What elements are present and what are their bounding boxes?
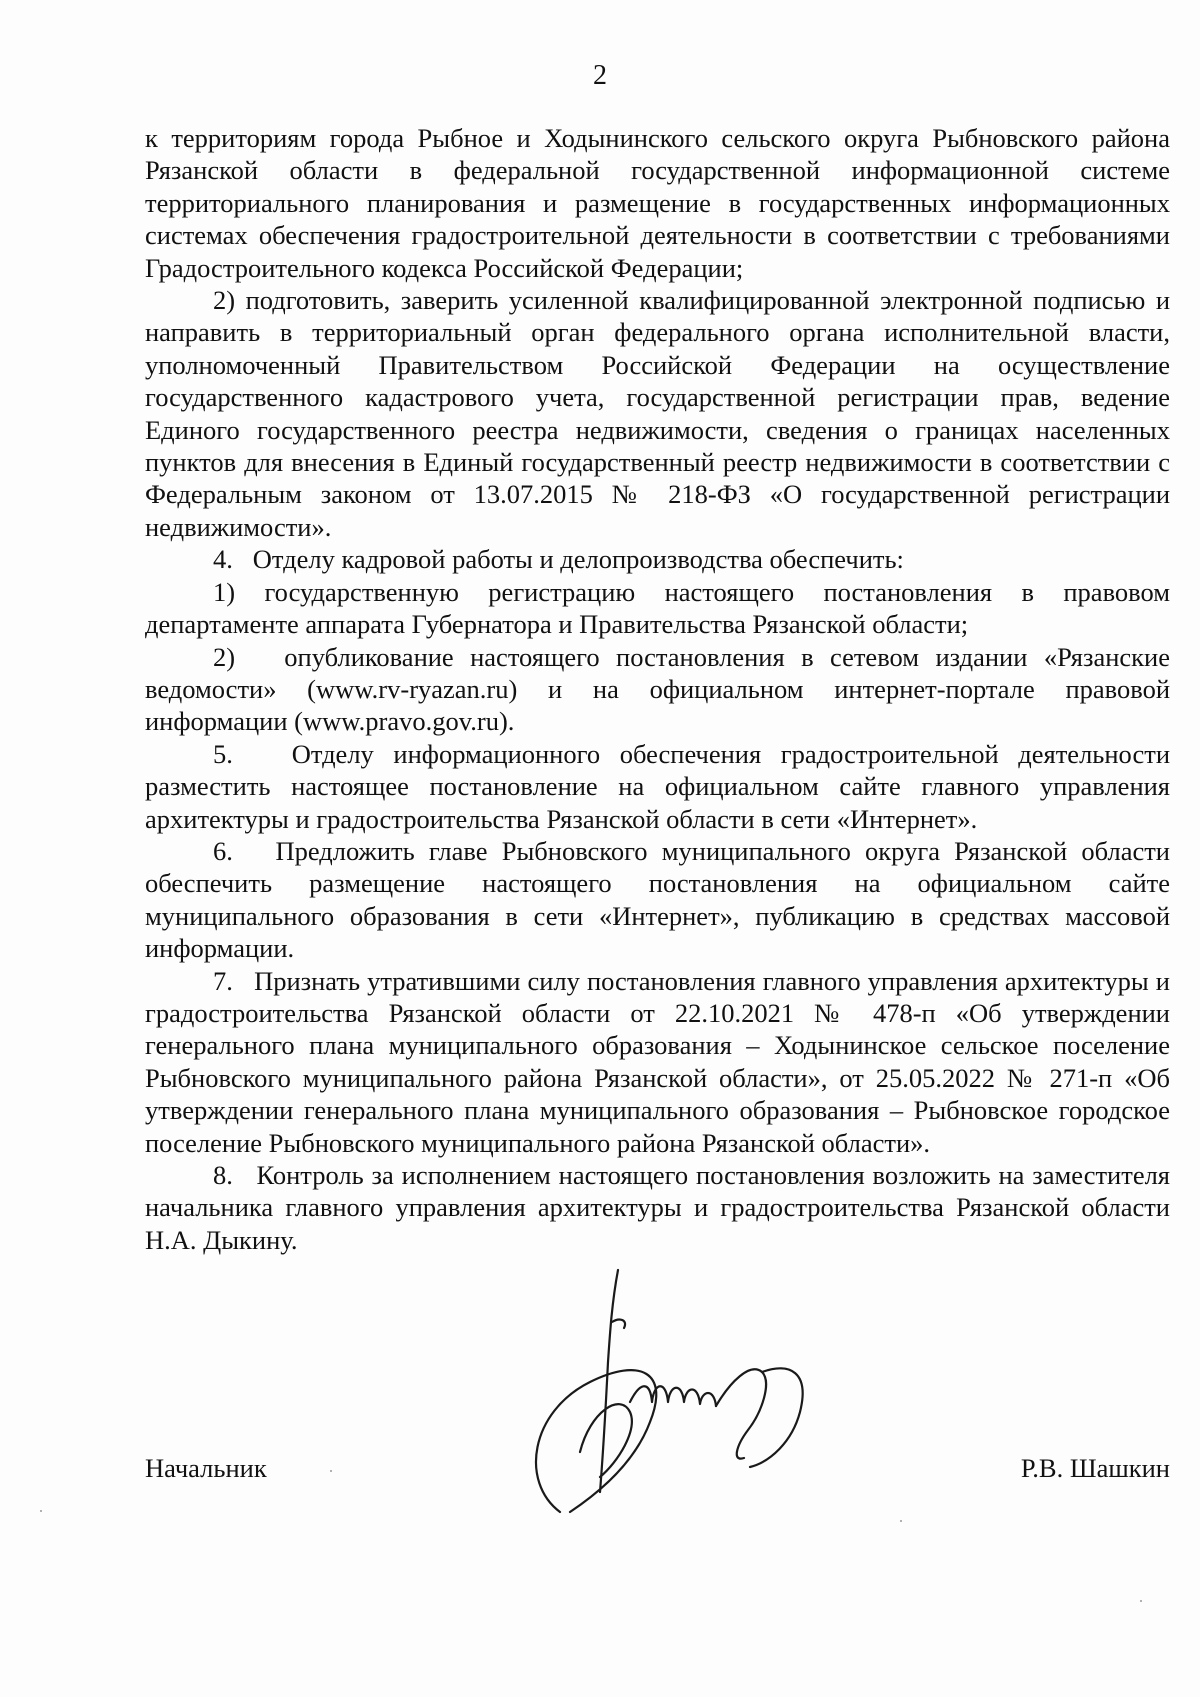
- scan-speck: [330, 1470, 332, 1472]
- paragraph-item-4: 4. Отделу кадровой работы и делопроизводства обеспечить:: [213, 544, 904, 575]
- paragraph-item-8: 8. Контроль за исполнением настоящего постановления возложить на заместителя начальника главного управления архитектуры и градостроительства Рязанской области Н.А. Дыкину.: [145, 1160, 1170, 1255]
- scan-speck: [900, 1520, 902, 1522]
- scan-speck: [1140, 1600, 1142, 1602]
- paragraph-item-4-1: 1) государственную регистрацию настоящего постановления в правовом департаменте аппарата Губернатора и Правительства Рязанской области;: [145, 576, 1170, 640]
- document-body: [145, 122, 1170, 1256]
- page-number: 2: [593, 60, 607, 91]
- handwritten-signature: [500, 1262, 860, 1542]
- paragraph-item-2-prepare: 2) подготовить, заверить усиленной квалифицированной электронной подписью и направить в территориальный орган федерального органа исполнительной власти, уполномоченный Правительством Российской Федерации на осуществление государственного кадастрового учета, государственной регистрации прав, ведение Единого государственного реестра недвижимости, сведения о границах населенных пунктов для внесения в Единый государственный реестр недвижимости в соответствии с Федеральным законом от 13.07.2015 № 218-ФЗ «О государственной регистрации недвижимости».: [145, 285, 1170, 542]
- paragraph-item-7: 7. Признать утратившими силу постановления главного управления архитектуры и градостроительства Рязанской области от 22.10.2021 № 478-п «Об утверждении генерального плана муниципального образования – Ходынинское сельское поселение Рыбновского муниципального района Рязанской области», от 25.05.2022 № 271-п «Об утверждении генерального плана муниципального образования – Рыбновское городское поселение Рыбновского муниципального района Рязанской области».: [145, 965, 1170, 1158]
- paragraph-item-5: 5. Отделу информационного обеспечения градостроительной деятельности разместить настоящее постановление на официальном сайте главного управления архитектуры и градостроительства Рязанской области в сети «Интернет».: [145, 738, 1170, 834]
- signer-title: Начальник: [145, 1453, 267, 1483]
- paragraph-continuation: к территориям города Рыбное и Ходынинского сельского округа Рыбновского района Рязанской области в федеральной государственной информационной системе территориального планирования и размещение в государственных информационных системах обеспечения градостроительной деятельности в соответствии с требованиями Градостроительного кодекса Российской Федерации;: [145, 123, 1170, 283]
- paragraph-item-6: 6. Предложить главе Рыбновского муниципального округа Рязанской области обеспечить размещение настоящего постановления на официальном сайте муниципального образования в сети «Интернет», публикацию в средствах массовой информации.: [145, 835, 1170, 964]
- paragraph-item-4-2: 2) опубликование настоящего постановления в сетевом издании «Рязанские ведомости» (www.rv-ryazan.ru) и на официальном интернет-портале правовой информации (www.pravo.gov.ru).: [145, 641, 1170, 737]
- scan-speck: [40, 1510, 42, 1512]
- signer-name: Р.В. Шашкин: [1020, 1453, 1170, 1483]
